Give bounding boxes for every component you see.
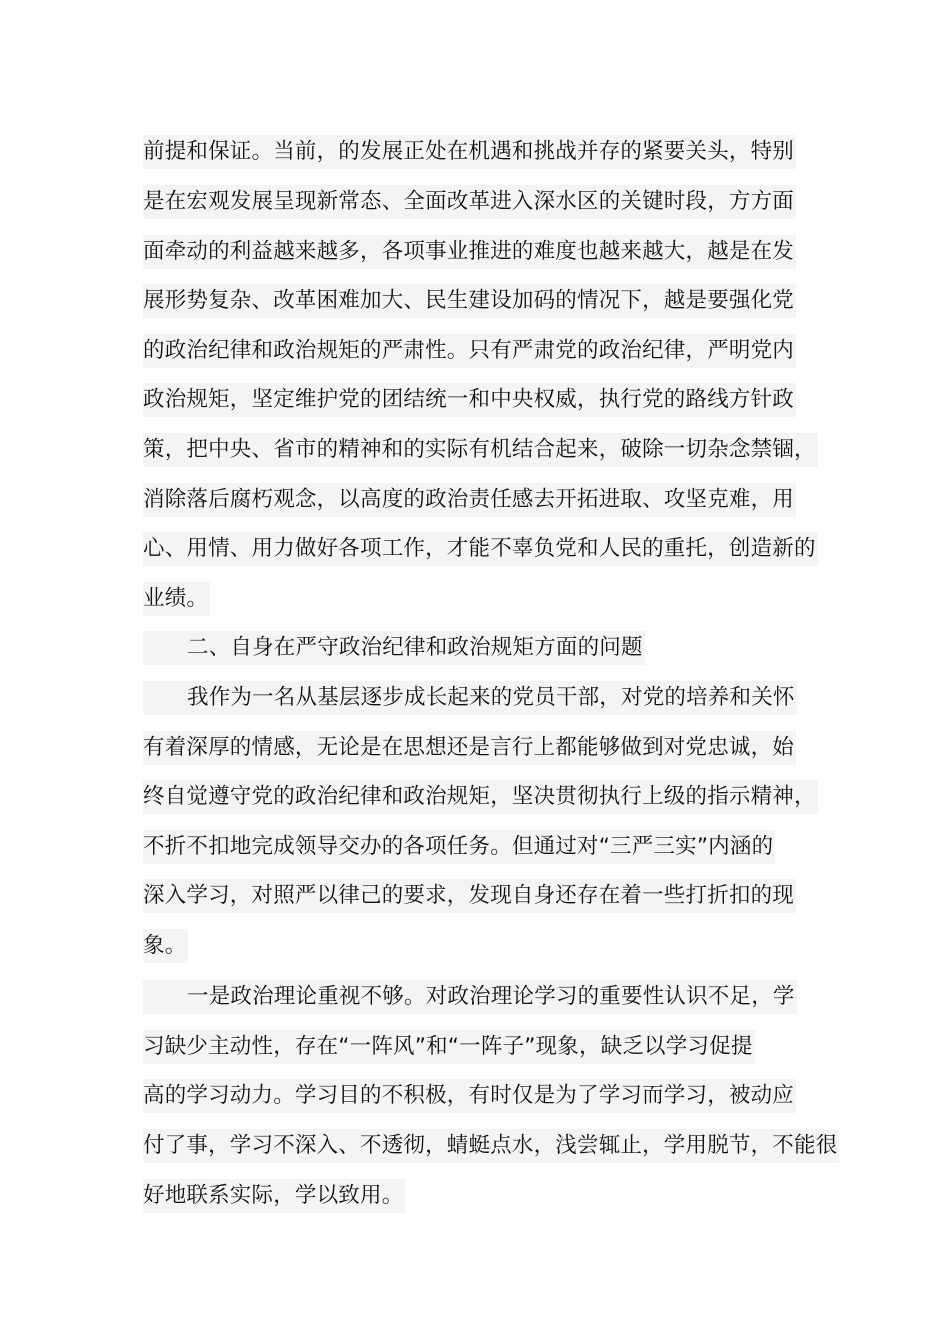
line-text: 终自觉遵守党的政治纪律和政治规矩，坚决贯彻执行上级的指示精神， xyxy=(143,780,818,814)
line-text: 面牵动的利益越来越多，各项事业推进的难度也越来越大，越是在发 xyxy=(143,235,796,269)
text-line xyxy=(143,1179,843,1213)
line-text: 有着深厚的情感，无论是在思想还是言行上都能够做到对党忠诚，始 xyxy=(143,731,796,765)
line-text: 不折不扣地完成领导交办的各项任务。但通过对“三严三实”内涵的 xyxy=(143,830,775,864)
text-line xyxy=(143,284,843,318)
text-line xyxy=(143,1030,843,1064)
text-line xyxy=(143,980,843,1014)
line-text: 好地联系实际，学以致用。 xyxy=(143,1179,405,1213)
line-text: 象。 xyxy=(143,929,188,963)
text-line xyxy=(143,334,843,368)
text-line xyxy=(143,582,843,616)
text-line xyxy=(143,830,843,864)
line-text: 前提和保证。当前，的发展正处在机遇和挑战并存的紧要关头，特别 xyxy=(143,135,796,169)
text-line xyxy=(143,532,843,566)
line-text: 的政治纪律和政治规矩的严肃性。只有严肃党的政治纪律，严明党内 xyxy=(143,334,796,368)
text-line xyxy=(143,135,843,169)
line-text: 展形势复杂、改革困难加大、民生建设加码的情况下，越是要强化党 xyxy=(143,284,796,318)
text-line xyxy=(143,731,843,765)
line-text: 心、用情、用力做好各项工作，才能不辜负党和人民的重托，创造新的 xyxy=(143,532,818,566)
text-line xyxy=(143,1129,843,1163)
line-text: 一是政治理论重视不够。对政治理论学习的重要性认识不足，学 xyxy=(143,980,797,1014)
line-text: 策，把中央、省市的精神和的实际有机结合起来，破除一切杂念禁锢， xyxy=(143,433,818,467)
line-text: 深入学习，对照严以律己的要求，发现自身还存在着一些打折扣的现 xyxy=(143,879,796,913)
line-text: 业绩。 xyxy=(143,582,210,616)
text-line xyxy=(143,1079,843,1113)
line-text: 消除落后腐朽观念，以高度的政治责任感去开拓进取、攻坚克难，用 xyxy=(143,483,796,517)
text-line xyxy=(143,235,843,269)
text-line xyxy=(143,929,843,963)
text-line xyxy=(143,433,843,467)
text-line xyxy=(143,780,843,814)
line-text: 付了事，学习不深入、不透彻，蜻蜓点水，浅尝辄止，学用脱节，不能很 xyxy=(143,1129,839,1163)
line-text: 我作为一名从基层逐步成长起来的党员干部，对党的培养和关怀 xyxy=(143,681,797,715)
line-text: 是在宏观发展呈现新常态、全面改革进入深水区的关键时段，方方面 xyxy=(143,185,796,219)
heading-text: 二、自身在严守政治纪律和政治规矩方面的问题 xyxy=(143,631,645,665)
line-text: 高的学习动力。学习目的不积极，有时仅是为了学习而学习，被动应 xyxy=(143,1079,796,1113)
line-text: 政治规矩，坚定维护党的团结统一和中央权威，执行党的路线方针政 xyxy=(143,383,796,417)
line-text: 习缺少主动性，存在“一阵风”和“一阵子”现象，缺乏以学习促提 xyxy=(143,1030,755,1064)
text-line xyxy=(143,483,843,517)
text-line xyxy=(143,383,843,417)
text-line xyxy=(143,879,843,913)
text-line xyxy=(143,185,843,219)
section-heading xyxy=(143,631,843,665)
text-line xyxy=(143,681,843,715)
